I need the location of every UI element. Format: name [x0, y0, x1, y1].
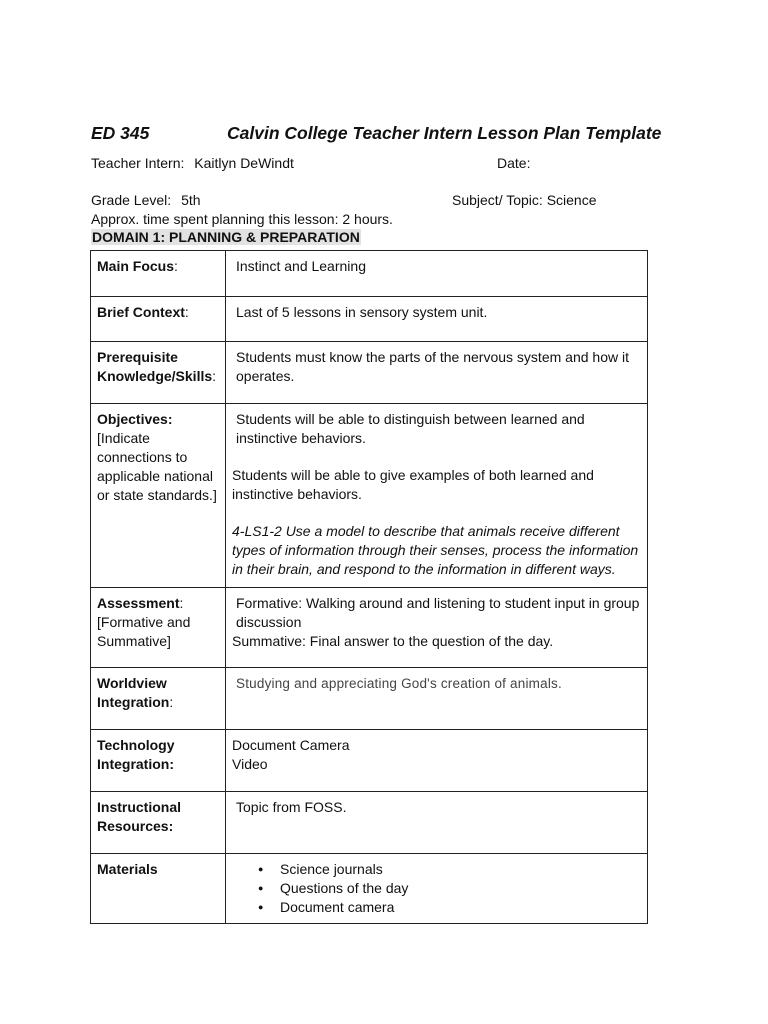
technology-item-2: Video: [232, 756, 268, 772]
resources-value-cell: [226, 792, 648, 854]
main-focus-value: Instinct and Learning: [236, 258, 366, 274]
resources-label: Instructional Resources:: [97, 799, 182, 834]
date-label: Date:: [497, 155, 531, 171]
prerequisite-label: Prerequisite Knowledge/Skills: [97, 349, 213, 384]
date-line: [497, 155, 530, 171]
materials-label: Materials: [97, 861, 158, 877]
brief-context-colon: :: [184, 304, 189, 320]
teacher-line: [91, 155, 294, 171]
course-code: ED 345: [91, 123, 150, 143]
prerequisite-value-cell: [226, 342, 648, 404]
grade-line: [91, 192, 201, 208]
worldview-value: Studying and appreciating God's creation of animals.: [236, 676, 562, 691]
technology-label-cell: [91, 730, 226, 792]
assessment-value-cell: [226, 588, 648, 668]
materials-label-cell: [91, 854, 226, 924]
brief-context-label: Brief Context: [97, 304, 185, 320]
table-row-resources: [91, 792, 648, 854]
table-row-materials: [91, 854, 648, 924]
resources-value: Topic from FOSS.: [236, 799, 347, 815]
grade-value: 5th: [181, 192, 201, 208]
materials-list: [232, 860, 641, 917]
list-item: ● Science journals: [280, 860, 641, 879]
table-row-brief-context: [91, 297, 648, 342]
objectives-label-cell: [91, 404, 226, 588]
table-row-worldview: [91, 668, 648, 730]
main-focus-value-cell: [226, 251, 648, 297]
summative-text: Summative: Final answer to the question of the day.: [232, 633, 554, 649]
prerequisite-label-cell: [91, 342, 226, 404]
worldview-value-cell: [226, 668, 648, 730]
table-row-prerequisite: [91, 342, 648, 404]
worldview-label: Worldview Integration: [97, 675, 170, 710]
objectives-value-cell: [226, 404, 648, 588]
grade-label: Grade Level:: [91, 192, 172, 208]
assessment-colon: :: [179, 595, 184, 611]
assessment-note: [Formative and Summative]: [97, 614, 191, 649]
lesson-plan-table: [90, 250, 648, 924]
subject-line: [452, 192, 597, 208]
planning-time: Approx. time spent planning this lesson: 2 hours.: [91, 211, 393, 227]
table-row-main-focus: [91, 251, 648, 297]
prerequisite-value: Students must know the parts of the nervous system and how it operates.: [236, 349, 629, 384]
standard-text: 4-LS1-2 Use a model to describe that animals receive different types of information through their senses, process the information in their brain, and respond to the information in different ways.: [232, 523, 639, 577]
materials-value-cell: [226, 854, 648, 924]
main-focus-label: Main Focus: [97, 258, 175, 274]
brief-context-value-cell: [226, 297, 648, 342]
subject-label: Subject/ Topic:: [452, 192, 543, 208]
table-row-objectives: [91, 404, 648, 588]
resources-label-cell: [91, 792, 226, 854]
teacher-value: Kaitlyn DeWindt: [194, 155, 294, 171]
main-focus-label-cell: [91, 251, 226, 297]
technology-label: Technology Integration:: [97, 737, 175, 772]
objectives-label: Objectives:: [97, 411, 173, 427]
teacher-label: Teacher Intern:: [91, 155, 185, 171]
domain-heading: DOMAIN 1: PLANNING & PREPARATION: [92, 229, 360, 245]
table-row-technology: [91, 730, 648, 792]
title-row: [91, 123, 691, 147]
assessment-label-cell: [91, 588, 226, 668]
prerequisite-colon: :: [212, 368, 217, 384]
technology-value-cell: [226, 730, 648, 792]
list-item: ● Document camera: [280, 898, 641, 917]
brief-context-label-cell: [91, 297, 226, 342]
assessment-label: Assessment: [97, 595, 180, 611]
main-focus-colon: :: [174, 258, 178, 274]
list-item: ● Questions of the day: [280, 879, 641, 898]
worldview-label-cell: [91, 668, 226, 730]
technology-item-1: Document Camera: [232, 737, 350, 753]
objectives-note: [Indicate connections to applicable national or state standards.]: [97, 430, 217, 503]
table-row-assessment: [91, 588, 648, 668]
brief-context-value: Last of 5 lessons in sensory system unit.: [236, 304, 488, 320]
objective-1: Students will be able to distinguish between learned and instinctive behaviors.: [236, 411, 585, 446]
formative-text: Formative: Walking around and listening to student input in group discussion: [236, 595, 640, 630]
objective-2: Students will be able to give examples of both learned and instinctive behaviors.: [232, 467, 594, 502]
document-title: Calvin College Teacher Intern Lesson Plan Template: [227, 123, 662, 143]
subject-value: Science: [546, 192, 597, 208]
worldview-colon: :: [169, 694, 174, 710]
